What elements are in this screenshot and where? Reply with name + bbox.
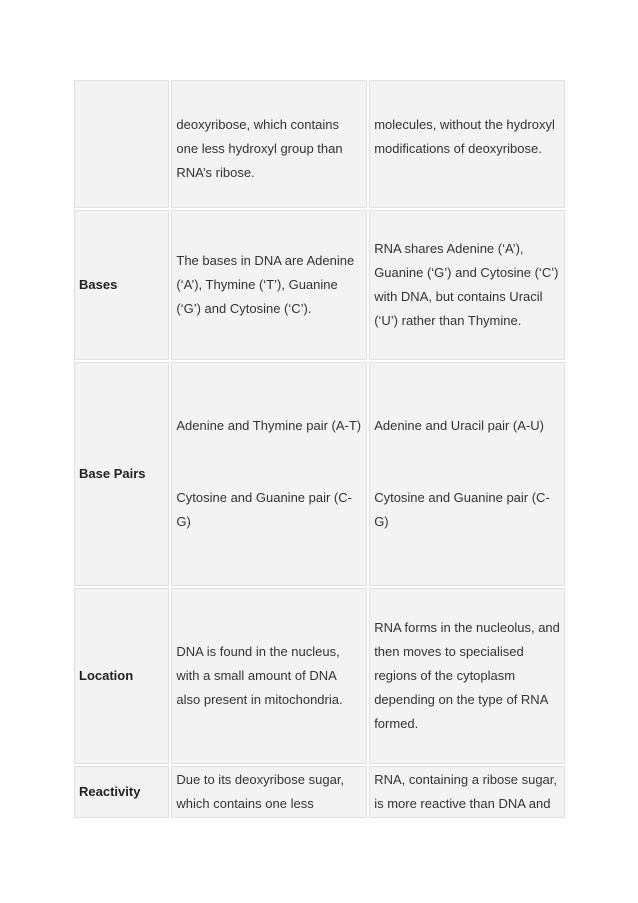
dna-rna-comparison-table xyxy=(72,78,567,820)
rna-cell xyxy=(369,588,565,764)
row-heading xyxy=(74,80,169,208)
cell-text: RNA, containing a ribose sugar, is more reactive than DNA and xyxy=(374,772,558,811)
rna-cell xyxy=(369,210,565,360)
row-heading: Reactivity xyxy=(74,766,169,818)
cell-text: Adenine and Uracil pair (A-U) xyxy=(374,418,544,433)
cell-text: molecules, without the hydroxyl modifications of deoxyribose. xyxy=(374,117,555,156)
rna-cell xyxy=(369,80,565,208)
cell-text: Due to its deoxyribose sugar, which contains one less xyxy=(176,772,345,811)
paragraph-gap xyxy=(374,438,560,486)
rna-cell xyxy=(369,362,565,586)
row-heading: Bases xyxy=(74,210,169,360)
rna-cell xyxy=(369,766,565,818)
cell-text: Adenine and Thymine pair (A-T) xyxy=(176,418,362,433)
table-row xyxy=(74,588,565,764)
dna-cell xyxy=(171,588,367,764)
table-row xyxy=(74,362,565,586)
table-row xyxy=(74,766,565,818)
dna-cell xyxy=(171,210,367,360)
cell-text: RNA forms in the nucleolus, and then moves to specialised regions of the cytoplasm depending on the type of RNA formed. xyxy=(374,620,560,731)
table-row xyxy=(74,210,565,360)
cell-text: RNA shares Adenine (‘A’), Guanine (‘G’) and Cytosine (‘C’) with DNA, but contains Uracil (‘U’) rather than Thymine. xyxy=(374,241,559,328)
cell-text: deoxyribose, which contains one less hydroxyl group than RNA’s ribose. xyxy=(176,117,343,180)
cell-text: The bases in DNA are Adenine (‘A’), Thymine (‘T’), Guanine (‘G’) and Cytosine (‘C’). xyxy=(176,253,355,316)
cell-text: Cytosine and Guanine pair (C-G) xyxy=(176,490,352,529)
row-heading: Location xyxy=(74,588,169,764)
dna-cell xyxy=(171,362,367,586)
dna-cell xyxy=(171,80,367,208)
paragraph-gap xyxy=(176,438,362,486)
cell-text: DNA is found in the nucleus, with a small amount of DNA also present in mitochondria. xyxy=(176,644,343,707)
table-row xyxy=(74,80,565,208)
cell-text: Cytosine and Guanine pair (C-G) xyxy=(374,490,550,529)
row-heading: Base Pairs xyxy=(74,362,169,586)
dna-cell xyxy=(171,766,367,818)
